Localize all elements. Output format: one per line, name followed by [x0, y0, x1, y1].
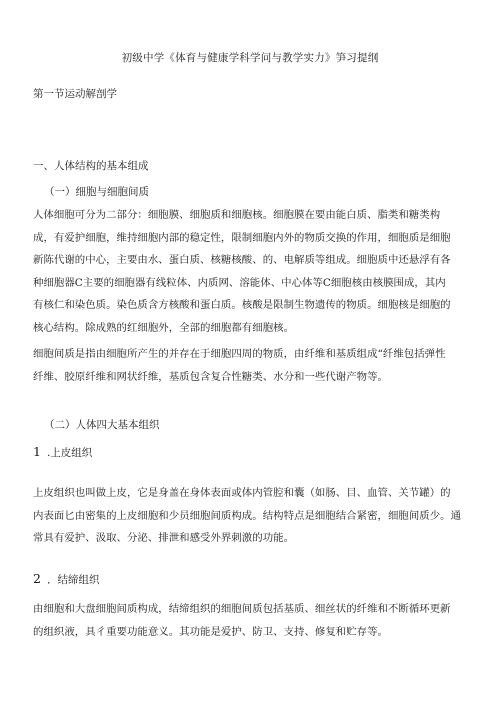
subsection1-heading: （一）细胞与细胞间质	[44, 186, 149, 198]
paragraph-line: 纤维、胶原纤维和网状纤维，基质包含复合性糖类、水分和一些代谢产物等。	[33, 370, 388, 383]
paragraph-line: 新陈代谢的中心，主要由水、蛋白质、核糖核酸、的、电解质等组成。细胞质中还悬浮有各	[33, 254, 451, 267]
paragraph-line: 内表面匕由密集的上皮细胞和少员细胞间质构成。结构特点是细胞结合紧密，细胞间质少。通	[33, 509, 462, 522]
paragraph-line: 成，有爱护细胞，维持细胞内部的稳定性，限制细胞内外的物质交换的作用，细胞质是细胞	[33, 231, 451, 244]
paragraph-line: 核心结构。除成熟的红细胞外，全部的细胞都有细胞核。	[33, 321, 295, 334]
subsection2-heading: （二）人体四大基本组织	[44, 419, 160, 431]
paragraph-line: 上皮组织也叫做上皮，它是身盖在身体表面或体内管腔和囊（如肠、目、血管、关节罐）的	[33, 487, 451, 499]
document-title: 初级中学《体育与健康学科学问与教学实力》笋习提纲	[121, 52, 379, 64]
paragraph-cells	[33, 204, 467, 340]
paragraph-line: 细胞间质是指由细胞所产生的并存在于细胞四周的物质，由纤维和基质组成“纤维包括弹性	[33, 348, 446, 360]
paragraph-intercellular	[33, 343, 467, 388]
paragraph-line: 人体细胞可分为二部分：细胞膜、细胞质和细胞核。细胞膜在要由能白质、脂类和糖类构	[33, 209, 441, 221]
paragraph-line: 常具有爱护、汲取、分泌、排泄和感受外界刺激的功能。	[33, 532, 295, 545]
item2-label: ．结缔组织	[46, 574, 100, 586]
item1-number: 1	[33, 444, 41, 459]
paragraph-line: 种细胞器C主要的细胞器有线粒体、内质网、溶能体、中心体等C细胞核由核膜围成，其内	[33, 276, 446, 289]
paragraph-line: 有核仁和染色质。染色质含方核酸和蛋白质。核酸是限制生物遗传的物质。细胞核是细胞的	[33, 299, 451, 312]
paragraph-line: 的组织液，具彳重要功能意义。其功能是爱护、防卫、支持、修复和贮存等。	[33, 625, 388, 638]
part1-heading: 一、人体结构的基本组成	[33, 160, 149, 172]
paragraph-epithelial	[33, 482, 467, 550]
paragraph-connective	[33, 598, 467, 643]
section-heading: 第一节运动解剖学	[33, 88, 117, 100]
item2-number: 2	[33, 571, 41, 586]
item1-label: .上皮组织	[46, 447, 93, 459]
paragraph-line: 由细胞和大盘细胞间质构成，结缔组织的细胞间质包括基质、细丝状的纤维和不断循环更新	[33, 603, 451, 615]
item1-heading	[33, 444, 92, 460]
item2-heading	[33, 571, 99, 587]
